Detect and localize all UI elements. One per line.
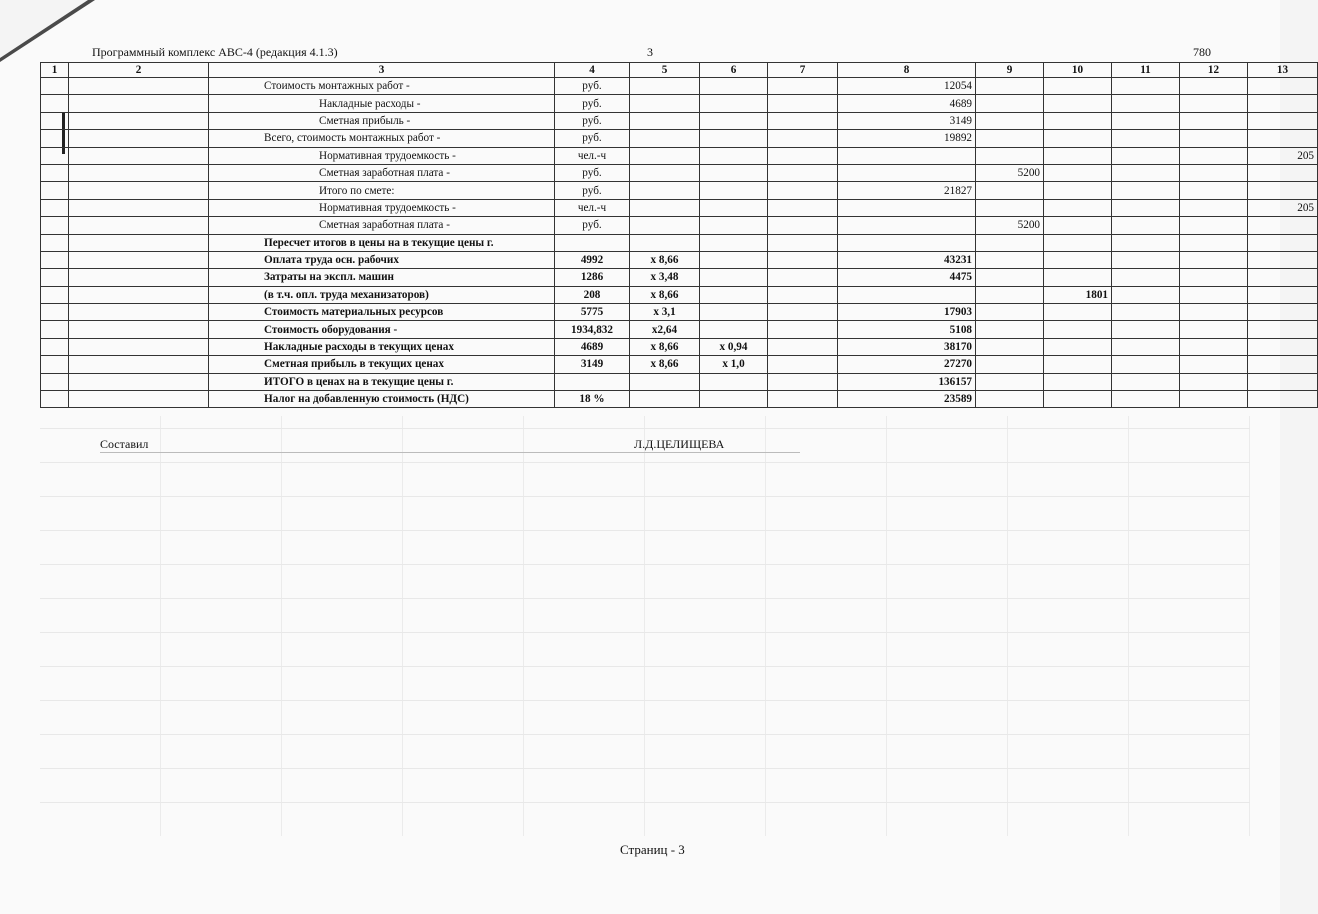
cell-c5 [630,234,700,251]
cell-c13 [1248,321,1318,338]
cell-empty [69,321,209,338]
cell-c4: 4992 [555,251,630,268]
cell-c5: х 8,66 [630,338,700,355]
cell-empty [1180,78,1248,95]
cell-c5: х 8,66 [630,356,700,373]
cell-c13 [1248,234,1318,251]
cell-empty [1112,269,1180,286]
cell-empty [1112,182,1180,199]
cell-c13 [1248,356,1318,373]
cell-empty [1112,164,1180,181]
cell-empty [41,130,69,147]
cell-empty [69,78,209,95]
cell-empty [768,234,838,251]
cell-empty [41,112,69,129]
cell-empty [768,182,838,199]
column-number: 13 [1248,63,1318,78]
cell-c9 [976,95,1044,112]
cell-empty [768,199,838,216]
cell-c3: Затраты на экспл. машин [209,269,555,286]
cell-c4: 1286 [555,269,630,286]
cell-c9 [976,338,1044,355]
cell-c4: 3149 [555,356,630,373]
cell-c13 [1248,373,1318,390]
cell-c5 [630,182,700,199]
cell-c13 [1248,269,1318,286]
table-row [41,95,1318,112]
column-number: 1 [41,63,69,78]
table-row [41,391,1318,408]
document-number: 780 [1193,45,1211,59]
cell-c8: 136157 [838,373,976,390]
table-row [41,373,1318,390]
cell-c10 [1044,304,1112,321]
cell-c9 [976,286,1044,303]
table-row [41,130,1318,147]
cell-empty [41,147,69,164]
cell-c6 [700,112,768,129]
cell-c4: руб. [555,112,630,129]
cell-c3: Сметная заработная плата - [209,164,555,181]
cell-c9 [976,147,1044,164]
cell-empty [41,321,69,338]
cell-c8 [838,234,976,251]
cell-c5 [630,164,700,181]
cell-c9 [976,251,1044,268]
column-number: 4 [555,63,630,78]
cell-c10 [1044,130,1112,147]
cell-empty [69,338,209,355]
cell-c3: Нормативная трудоемкость - [209,199,555,216]
cell-c13 [1248,286,1318,303]
cell-c8: 21827 [838,182,976,199]
table-row [41,217,1318,234]
cell-c10 [1044,78,1112,95]
cell-c9 [976,234,1044,251]
cell-c8: 3149 [838,112,976,129]
cell-c3: Итого по смете: [209,182,555,199]
cell-c5: х 8,66 [630,286,700,303]
cell-empty [69,373,209,390]
table-row [41,304,1318,321]
table-row [41,234,1318,251]
cell-c4: чел.-ч [555,147,630,164]
cell-c4: руб. [555,95,630,112]
cell-c8 [838,199,976,216]
cell-c8 [838,164,976,181]
cell-empty [1112,391,1180,408]
cell-c10 [1044,95,1112,112]
table-row [41,269,1318,286]
cell-c3: Накладные расходы в текущих ценах [209,338,555,355]
cell-c4: руб. [555,130,630,147]
cell-c3: Сметная прибыль в текущих ценах [209,356,555,373]
cell-empty [41,304,69,321]
cell-c13 [1248,391,1318,408]
table-row [41,356,1318,373]
cell-empty [1180,130,1248,147]
cell-c6 [700,147,768,164]
cell-c5 [630,391,700,408]
cell-c5: х 3,1 [630,304,700,321]
cell-c13 [1248,78,1318,95]
cell-c4: 5775 [555,304,630,321]
cell-c13 [1248,217,1318,234]
column-number: 3 [209,63,555,78]
cell-c3: Всего, стоимость монтажных работ - [209,130,555,147]
bleed-through-background [40,416,1250,836]
cell-empty [1112,112,1180,129]
cell-empty [1112,147,1180,164]
cell-empty [1180,286,1248,303]
cell-empty [69,112,209,129]
program-name: Программный комплекс АВС-4 (редакция 4.1.3) [92,45,338,59]
cell-c3: (в т.ч. опл. труда механизаторов) [209,286,555,303]
cell-empty [1112,130,1180,147]
cell-empty [41,356,69,373]
page-corner-fold-inner [0,0,88,58]
cell-c8: 4689 [838,95,976,112]
column-number: 6 [700,63,768,78]
cell-c13 [1248,95,1318,112]
column-number: 12 [1180,63,1248,78]
cell-c10 [1044,147,1112,164]
cell-c9: 5200 [976,164,1044,181]
cell-empty [1180,199,1248,216]
cell-c13 [1248,112,1318,129]
cell-c10 [1044,251,1112,268]
cell-empty [768,95,838,112]
cell-c10: 1801 [1044,286,1112,303]
cell-c6 [700,78,768,95]
table-row [41,286,1318,303]
cell-empty [41,164,69,181]
cell-empty [69,95,209,112]
cell-c9 [976,182,1044,199]
cell-c5 [630,112,700,129]
cell-c6 [700,321,768,338]
cell-empty [768,251,838,268]
cell-c6 [700,217,768,234]
cell-c3: ИТОГО в ценах на в текущие цены г. [209,373,555,390]
column-number: 5 [630,63,700,78]
cell-c6: х 0,94 [700,338,768,355]
table-row [41,321,1318,338]
cell-c13 [1248,164,1318,181]
cell-c4 [555,373,630,390]
cell-c6 [700,269,768,286]
cell-c6 [700,182,768,199]
cell-c13 [1248,182,1318,199]
cell-empty [768,373,838,390]
cell-empty [41,234,69,251]
cell-c8: 5108 [838,321,976,338]
cell-c10 [1044,199,1112,216]
cell-empty [69,217,209,234]
cell-c13: 205 [1248,147,1318,164]
signature-line [100,452,800,453]
cell-empty [1112,356,1180,373]
cell-empty [1180,147,1248,164]
cell-c9 [976,304,1044,321]
cell-c5 [630,373,700,390]
cell-empty [1112,373,1180,390]
cell-c8 [838,217,976,234]
cell-empty [1180,95,1248,112]
composed-by-label: Составил [100,437,149,451]
cell-c6 [700,304,768,321]
cell-c4: руб. [555,164,630,181]
cell-c6 [700,251,768,268]
column-number: 7 [768,63,838,78]
cell-empty [1112,217,1180,234]
cell-c8: 4475 [838,269,976,286]
cell-empty [1180,373,1248,390]
cell-c4: руб. [555,182,630,199]
column-number: 10 [1044,63,1112,78]
cell-empty [1180,321,1248,338]
cell-c13: 205 [1248,199,1318,216]
cell-c10 [1044,391,1112,408]
table-row [41,251,1318,268]
cell-c8: 19892 [838,130,976,147]
cell-empty [768,269,838,286]
table-row [41,338,1318,355]
cell-c5 [630,217,700,234]
page-number: 3 [647,45,653,59]
cell-c10 [1044,356,1112,373]
cell-empty [768,356,838,373]
cell-c4: 1934,832 [555,321,630,338]
cell-empty [41,78,69,95]
cell-empty [1112,304,1180,321]
table-row [41,199,1318,216]
cell-c10 [1044,164,1112,181]
cell-c10 [1044,373,1112,390]
cell-c6: х 1,0 [700,356,768,373]
cell-empty [1112,78,1180,95]
cell-empty [1112,251,1180,268]
cell-c9 [976,112,1044,129]
cell-c6 [700,373,768,390]
cell-empty [69,286,209,303]
cell-empty [41,373,69,390]
cell-empty [69,182,209,199]
cell-c3: Накладные расходы - [209,95,555,112]
cell-empty [41,182,69,199]
table-row [41,164,1318,181]
cell-empty [768,147,838,164]
cell-empty [1112,234,1180,251]
cell-c8: 23589 [838,391,976,408]
cell-c8 [838,147,976,164]
cell-c5 [630,199,700,216]
cell-c6 [700,95,768,112]
cell-empty [1180,217,1248,234]
cell-c3: Налог на добавленную стоимость (НДС) [209,391,555,408]
table-row [41,78,1318,95]
cell-c4: руб. [555,217,630,234]
cell-c6 [700,286,768,303]
cell-c13 [1248,251,1318,268]
cell-empty [69,391,209,408]
cell-c8: 38170 [838,338,976,355]
estimate-table [40,62,1318,408]
cell-c9 [976,321,1044,338]
cell-c3: Нормативная трудоемкость - [209,147,555,164]
cell-c6 [700,164,768,181]
cell-c6 [700,199,768,216]
cell-empty [1112,95,1180,112]
page-count-footer: Страниц - 3 [620,842,685,857]
cell-empty [1180,112,1248,129]
cell-empty [1180,251,1248,268]
cell-empty [69,164,209,181]
cell-c10 [1044,269,1112,286]
cell-empty [768,304,838,321]
column-number-row [41,63,1318,78]
cell-empty [1112,338,1180,355]
cell-empty [768,391,838,408]
cell-c9 [976,373,1044,390]
cell-empty [69,147,209,164]
cell-c13 [1248,304,1318,321]
cell-c3: Пересчет итогов в цены на в текущие цены г. [209,234,555,251]
table-row [41,182,1318,199]
cell-c4 [555,234,630,251]
column-number: 8 [838,63,976,78]
cell-c5 [630,78,700,95]
cell-c9 [976,130,1044,147]
cell-c3: Стоимость оборудования - [209,321,555,338]
cell-c9 [976,356,1044,373]
cell-empty [41,199,69,216]
cell-c6 [700,130,768,147]
cell-empty [768,338,838,355]
cell-c8 [838,286,976,303]
cell-c5: х 8,66 [630,251,700,268]
cell-c9 [976,391,1044,408]
cell-empty [69,304,209,321]
cell-c13 [1248,338,1318,355]
cell-c6 [700,234,768,251]
cell-empty [41,391,69,408]
cell-c13 [1248,130,1318,147]
cell-empty [69,234,209,251]
cell-empty [1180,356,1248,373]
cell-empty [768,217,838,234]
cell-c9 [976,78,1044,95]
cell-c10 [1044,217,1112,234]
cell-c3: Оплата труда осн. рабочих [209,251,555,268]
cell-c10 [1044,182,1112,199]
cell-c4: 208 [555,286,630,303]
cell-empty [768,78,838,95]
cell-empty [69,130,209,147]
cell-empty [1180,338,1248,355]
cell-empty [1112,321,1180,338]
cell-empty [41,251,69,268]
cell-empty [1180,304,1248,321]
cell-empty [1180,182,1248,199]
cell-c3: Стоимость монтажных работ - [209,78,555,95]
table-row [41,112,1318,129]
cell-empty [768,112,838,129]
author-name: Л.Д.ЦЕЛИЩЕВА [634,437,725,451]
cell-empty [1180,164,1248,181]
cell-empty [41,269,69,286]
cell-c8: 17903 [838,304,976,321]
cell-c8: 27270 [838,356,976,373]
cell-empty [41,217,69,234]
cell-c5 [630,147,700,164]
cell-c9: 5200 [976,217,1044,234]
cell-c9 [976,269,1044,286]
cell-c3: Сметная прибыль - [209,112,555,129]
cell-c4: руб. [555,78,630,95]
cell-empty [768,164,838,181]
cell-empty [41,286,69,303]
cell-c9 [976,199,1044,216]
cell-c10 [1044,112,1112,129]
cell-empty [69,269,209,286]
cell-empty [1180,234,1248,251]
cell-c8: 12054 [838,78,976,95]
cell-c10 [1044,234,1112,251]
cell-c5 [630,95,700,112]
cell-empty [69,199,209,216]
cell-empty [768,130,838,147]
cell-c8: 43231 [838,251,976,268]
cell-empty [1112,199,1180,216]
table-row [41,147,1318,164]
cell-empty [41,95,69,112]
cell-empty [69,251,209,268]
cell-empty [41,338,69,355]
column-number: 2 [69,63,209,78]
cell-empty [1112,286,1180,303]
cell-empty [768,321,838,338]
cell-empty [69,356,209,373]
cell-c3: Стоимость материальных ресурсов [209,304,555,321]
column-number: 11 [1112,63,1180,78]
cell-c5 [630,130,700,147]
cell-c4: 18 % [555,391,630,408]
column-number: 9 [976,63,1044,78]
cell-c3: Сметная заработная плата - [209,217,555,234]
cell-c5: х2,64 [630,321,700,338]
cell-empty [1180,391,1248,408]
cell-empty [768,286,838,303]
cell-c6 [700,391,768,408]
cell-empty [1180,269,1248,286]
cell-c4: 4689 [555,338,630,355]
cell-c5: х 3,48 [630,269,700,286]
cell-c10 [1044,338,1112,355]
cell-c4: чел.-ч [555,199,630,216]
cell-c10 [1044,321,1112,338]
